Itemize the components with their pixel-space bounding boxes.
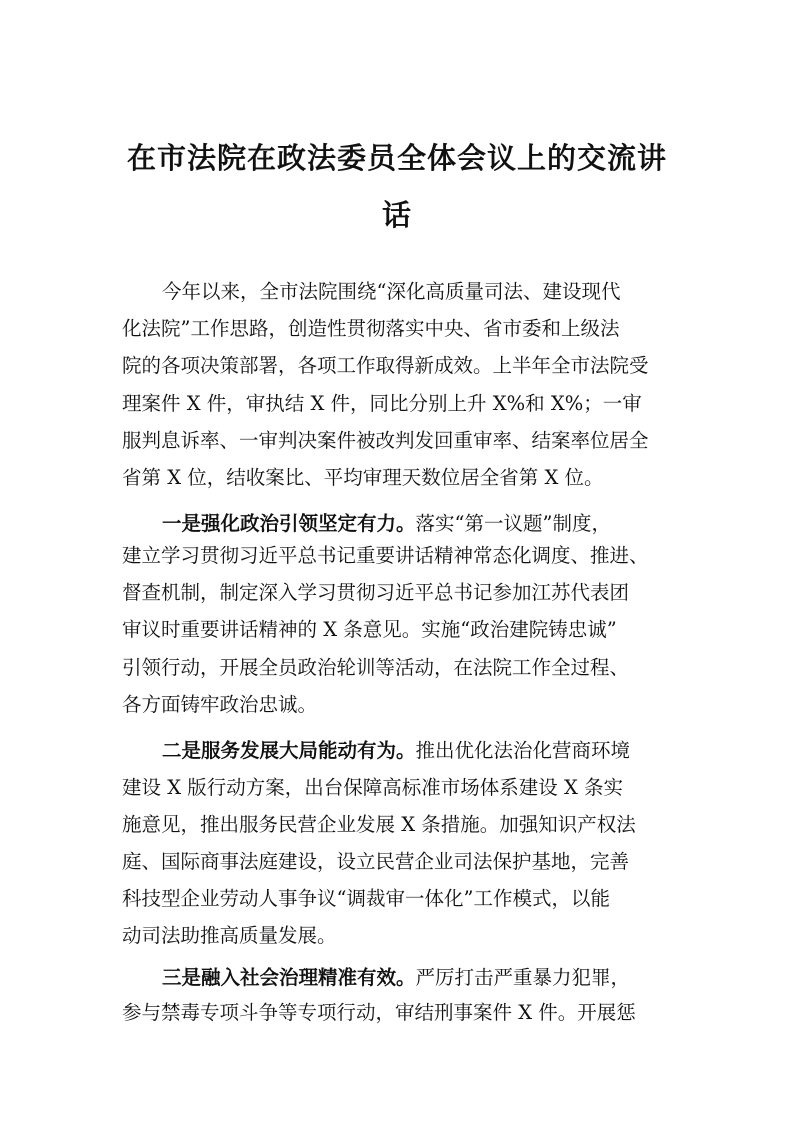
paragraph-2-line-2: 建立学习贯彻习近平总书记重要讲话精神常态化调度、推进、 [122, 544, 649, 567]
paragraph-1-line-3: 院的各项决策部署，各项工作取得新成效。上半年全市法院受 [122, 354, 649, 377]
paragraph-1-line-6: 省第 X 位，结收案比、平均审理天数位居全省第 X 位。 [122, 466, 604, 489]
paragraph-3-line-2: 建设 X 版行动方案，出台保障高标准市场体系建设 X 条实 [122, 776, 624, 799]
paragraph-1-line-4: 理案件 X 件，审执结 X 件，同比分别上升 X%和 X%；一审 [122, 392, 642, 415]
paragraph-3-line-4: 庭、国际商事法庭建设，设立民营企业司法保护基地，完善 [122, 850, 630, 873]
paragraph-2-line-3: 督查机制，制定深入学习贯彻习近平总书记参加江苏代表团 [122, 581, 630, 604]
paragraph-3-line-5: 科技型企业劳动人事争议“调裁审一体化”工作模式，以能 [122, 887, 610, 910]
paragraph-3-line-1 [162, 738, 630, 764]
paragraph-1-line-5: 服判息诉率、一审判决案件被改判发回重审率、结案率位居全 [122, 429, 649, 452]
paragraph-4-line-2: 参与禁毒专项斗争等专项行动，审结刑事案件 X 件。开展惩 [122, 1001, 636, 1024]
document-title-line-1: 在市法院在政法委员全体会议上的交流讲 [126, 141, 667, 175]
paragraph-4-first-rest: 严厉打击严重暴力犯罪， [415, 966, 631, 989]
paragraph-2-lead: 一是强化政治引领坚定有力。 [162, 512, 416, 535]
paragraph-2-line-5: 引领行动，开展全员政治轮训等活动，在法院工作全过程、 [122, 656, 630, 679]
document-title-line-2: 话 [381, 198, 412, 232]
paragraph-3-line-3: 施意见，推出服务民营企业发展 X 条措施。加强知识产权法 [122, 813, 636, 836]
paragraph-3-first-rest: 推出优化法治化营商环境 [415, 739, 631, 762]
paragraph-4-lead: 三是融入社会治理精准有效。 [162, 966, 416, 989]
paragraph-1-line-1: 今年以来，全市法院围绕“深化高质量司法、建设现代 [162, 280, 621, 303]
paragraph-3-line-6: 动司法助推高质量发展。 [122, 924, 337, 947]
paragraph-2-line-4: 审议时重要讲话精神的 X 条意见。实施“政治建院铸忠诚” [122, 618, 617, 641]
paragraph-2-line-1 [162, 511, 611, 537]
paragraph-2-first-rest: 落实“第一议题”制度， [415, 512, 611, 535]
paragraph-2-line-6: 各方面铸牢政治忠诚。 [122, 693, 318, 716]
paragraph-1-line-2: 化法院”工作思路，创造性贯彻落实中央、省市委和上级法 [122, 317, 620, 340]
paragraph-3-lead: 二是服务发展大局能动有为。 [162, 739, 416, 762]
paragraph-4-line-1 [162, 965, 630, 991]
